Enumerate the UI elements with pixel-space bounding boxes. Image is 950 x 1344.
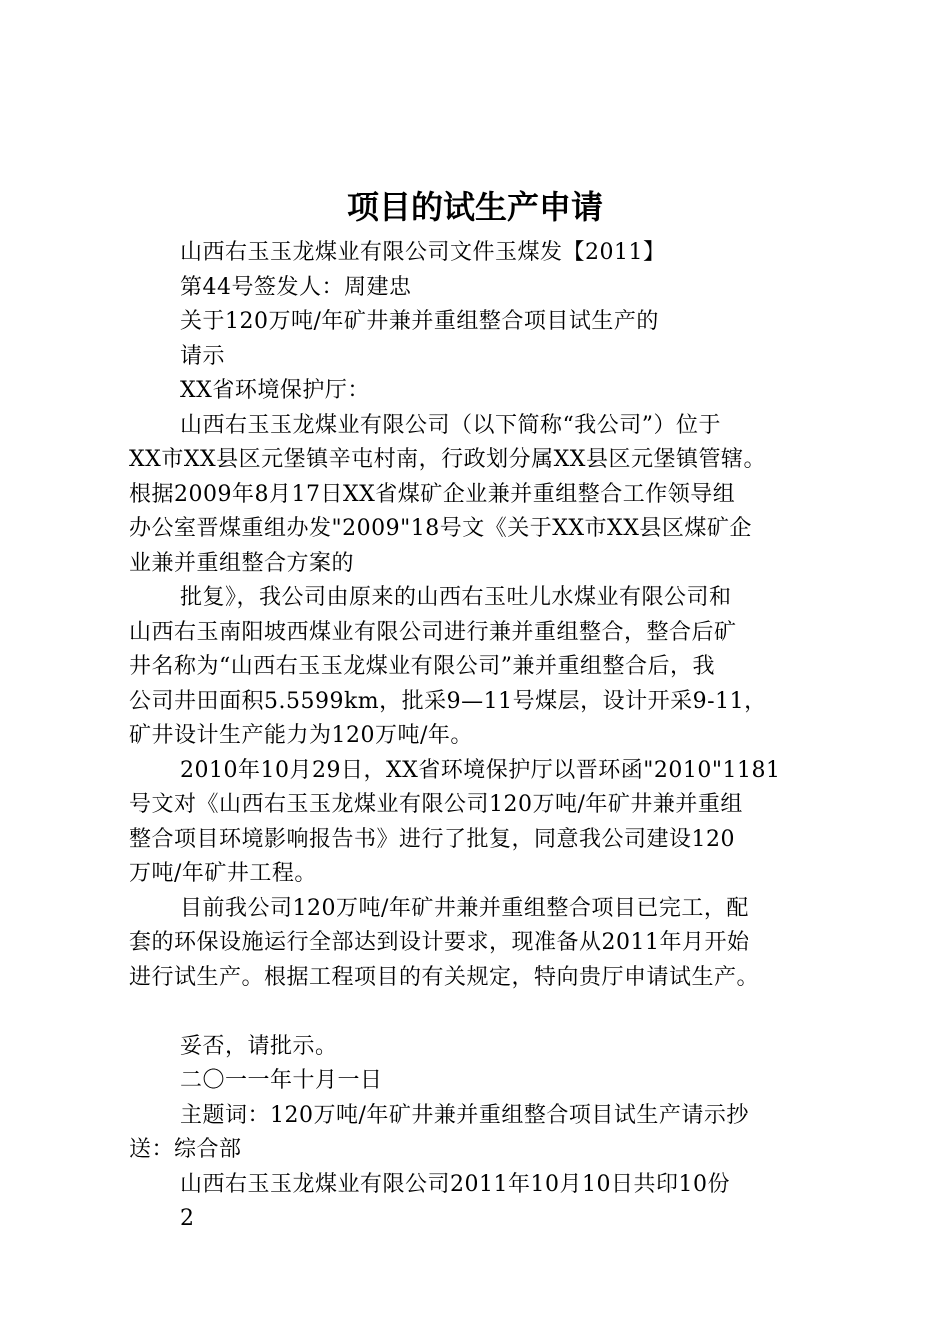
text-line: 整合项目环境影响报告书》进行了批复，同意我公司建设120 (129, 826, 735, 852)
text-line: 山西右玉玉龙煤业有限公司（以下简称“我公司”）位于 (180, 412, 721, 438)
text-line: 山西右玉南阳坡西煤业有限公司进行兼并重组整合，整合后矿 (129, 619, 737, 645)
closing-request: 妥否，请批示。 (180, 1033, 338, 1059)
paragraph-2 (129, 581, 839, 754)
page-number: 2 (180, 1206, 195, 1231)
addressee: XX省环境保护厅： (180, 378, 370, 403)
text-line: 目前我公司120万吨/年矿井兼并重组整合项目已完工，配 (180, 895, 749, 921)
paragraph-4 (129, 892, 839, 996)
text-line: 公司井田面积5.5599km，批采9—11号煤层，设计开采9-11， (129, 688, 767, 714)
closing-date: 二〇一一年十月一日 (180, 1068, 383, 1093)
issuer-line: 第44号签发人：周建忠 (180, 274, 412, 300)
subject-line: 请示 (180, 343, 226, 369)
keywords-line: 主题词：120万吨/年矿井兼并重组整合项目试生产请示抄 (180, 1102, 749, 1128)
keywords-line: 送：综合部 (129, 1137, 242, 1162)
text-line: 号文对《山西右玉玉龙煤业有限公司120万吨/年矿井兼并重组 (129, 792, 743, 817)
paragraph-3 (129, 754, 839, 892)
text-line: 万吨/年矿井工程。 (129, 861, 317, 886)
text-line: 2010年10月29日，XX省环境保护厅以晋环函"2010"1181 (180, 757, 781, 783)
subject-line: 关于120万吨/年矿井兼并重组整合项目试生产的 (180, 309, 659, 334)
header-line: 山西右玉玉龙煤业有限公司文件玉煤发【2011】 (180, 240, 666, 265)
text-line: 井名称为“山西右玉玉龙煤业有限公司”兼并重组整合后，我 (129, 654, 715, 679)
text-line: XX市XX县区元堡镇辛屯村南，行政划分属XX县区元堡镇管辖。 (129, 447, 766, 472)
paragraph-1 (129, 409, 839, 582)
blank-line (129, 995, 839, 1030)
print-info: 山西右玉玉龙煤业有限公司2011年10月10日共印10份 (180, 1171, 730, 1197)
text-line: 进行试生产。根据工程项目的有关规定，特向贵厅申请试生产。 (129, 964, 760, 990)
closing (129, 1030, 839, 1237)
text-line: 办公室晋煤重组办发"2009"18号文《关于XX市XX县区煤矿企 (129, 516, 752, 541)
text-line: 矿井设计生产能力为120万吨/年。 (129, 723, 473, 748)
document-body (129, 236, 839, 1237)
text-line: 业兼并重组整合方案的 (129, 550, 355, 576)
text-line: 套的环保设施运行全部达到设计要求，现准备从2011年月开始 (129, 930, 750, 955)
document-title: 项目的试生产申请 (346, 188, 603, 226)
text-line: 根据2009年8月17日XX省煤矿企业兼并重组整合工作领导组 (129, 481, 736, 507)
text-line: 批复》，我公司由原来的山西右玉吐儿水煤业有限公司和 (180, 585, 732, 610)
